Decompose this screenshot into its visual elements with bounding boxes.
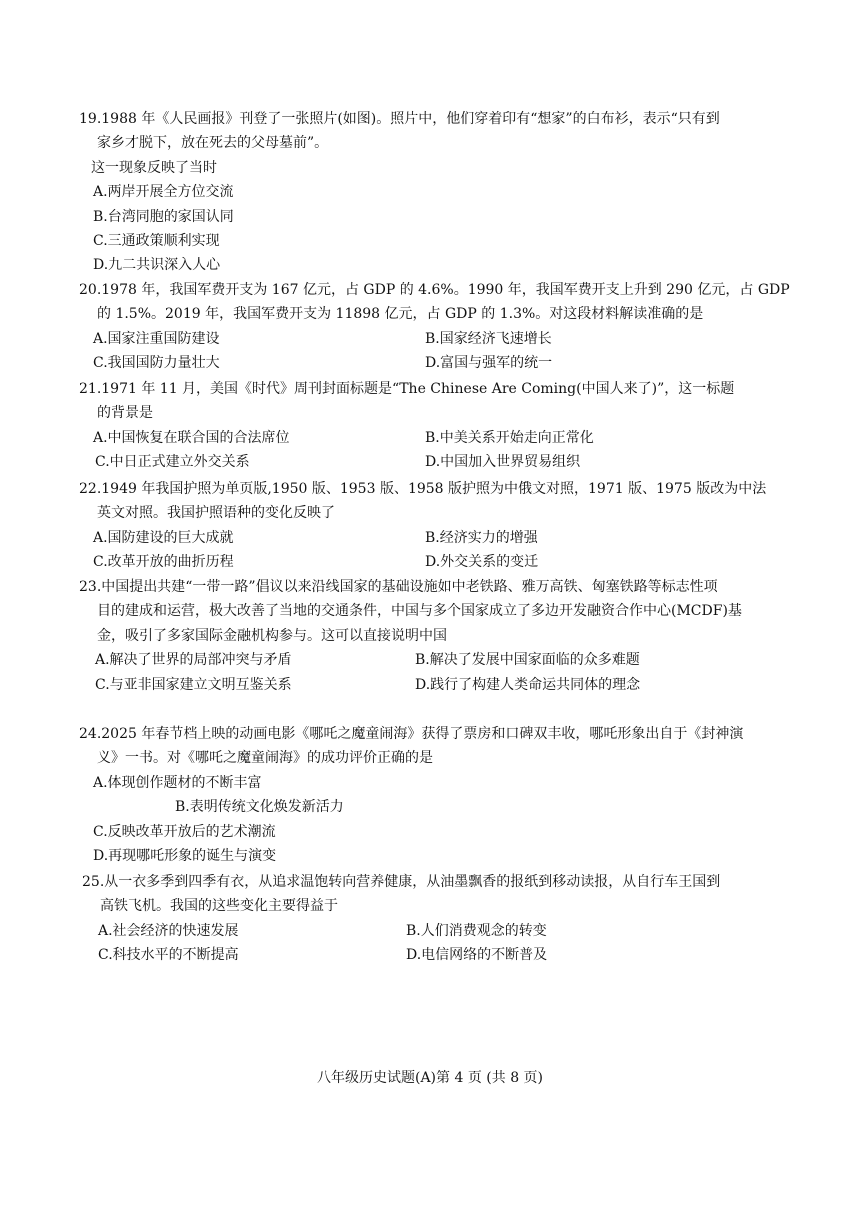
question-24	[79, 722, 789, 868]
option-c: C.与亚非国家建立文明互鉴关系	[95, 677, 292, 693]
question-text: 高铁飞机。我国的这些变化主要得益于	[100, 898, 338, 915]
option-d: D.外交关系的变迁	[425, 554, 539, 570]
option-d: D.践行了构建人类命运共同体的理念	[415, 677, 641, 693]
question-text: 20.1978 年，我国军费开支为 167 亿元，占 GDP 的 4.6%。1990 年，我国军费开支上升到 290 亿元，占 GDP	[79, 282, 790, 298]
option-a: A.解决了世界的局部冲突与矛盾	[95, 652, 292, 668]
question-25	[82, 870, 792, 968]
question-text: 家乡才脱下，放在死去的父母墓前”。	[97, 135, 329, 152]
option-b: B.中美关系开始走向正常化	[425, 430, 594, 446]
question-text: 22.1949 年我国护照为单页版,1950 版、1953 版、1958 版护照为中俄文对照，1971 版、1975 版改为中法	[79, 481, 767, 497]
option-b: B.解决了发展中国家面临的众多难题	[415, 652, 640, 668]
question-text: 的 1.5%。2019 年，我国军费开支为 11898 亿元，占 GDP 的 1.3%。对这段材料解读准确的是	[97, 306, 704, 323]
question-text: 23.中国提出共建“一带一路”倡议以来沿线国家的基础设施如中老铁路、雅万高铁、匈塞铁路等标志性项	[79, 579, 718, 595]
option-c: C.反映改革开放后的艺术潮流	[93, 823, 276, 840]
option-c: C.三通政策顺利实现	[93, 232, 220, 249]
option-d: D.再现哪吒形象的诞生与演变	[93, 847, 277, 864]
question-text: 21.1971 年 11 月，美国《时代》周刊封面标题是“The Chinese Are Coming(中国人来了)”，这一标题	[79, 381, 735, 397]
question-20	[79, 278, 789, 376]
question-text: 的背景是	[97, 405, 153, 422]
option-b: B.国家经济飞速增长	[425, 331, 552, 347]
question-23	[79, 575, 789, 697]
option-b: B.表明传统文化焕发新活力	[175, 799, 344, 816]
option-c: C.改革开放的曲折历程	[93, 554, 234, 570]
question-text: 目的建成和运营，极大改善了当地的交通条件，中国与多个国家成立了多边开发融资合作中心(MCDF)基	[97, 603, 742, 620]
option-b: B.台湾同胞的家国认同	[93, 208, 234, 225]
question-22	[79, 477, 789, 575]
option-d: D.九二共识深入人心	[93, 257, 221, 274]
question-19	[79, 107, 789, 278]
question-text: 英文对照。我国护照语种的变化反映了	[97, 505, 335, 522]
option-a: A.国防建设的巨大成就	[93, 530, 234, 546]
question-text: 义》一书。对《哪吒之魔童闹海》的成功评价正确的是	[97, 750, 433, 767]
question-21	[79, 377, 789, 475]
question-text: 19.1988 年《人民画报》刊登了一张照片(如图)。照片中，他们穿着印有“想家”的白布衫，表示“只有到	[79, 111, 720, 127]
option-a: A.两岸开展全方位交流	[93, 184, 234, 201]
option-c: C.我国国防力量壮大	[93, 355, 220, 371]
option-d: D.电信网络的不断普及	[406, 947, 548, 963]
option-a: A.体现创作题材的不断丰富	[93, 774, 262, 791]
question-text: 24.2025 年春节档上映的动画电影《哪吒之魔童闹海》获得了票房和口碑双丰收，哪吒形象出自于《封神演	[79, 726, 744, 742]
option-d: D.富国与强军的统一	[425, 355, 553, 371]
option-a: A.国家注重国防建设	[93, 331, 220, 347]
question-text: 金，吸引了多家国际金融机构参与。这可以直接说明中国	[97, 627, 447, 644]
option-a: A.社会经济的快速发展	[98, 923, 239, 939]
option-b: B.经济实力的增强	[425, 530, 538, 546]
option-d: D.中国加入世界贸易组织	[425, 454, 581, 470]
option-c: C.中日正式建立外交关系	[95, 454, 250, 470]
question-text: 25.从一衣多季到四季有衣，从追求温饱转向营养健康，从油墨飘香的报纸到移动读报，从自行车王国到	[82, 874, 721, 890]
page-footer: 八年级历史试题(A)第 4 页 (共 8 页)	[316, 1070, 544, 1086]
question-text: 这一现象反映了当时	[91, 159, 217, 176]
option-b: B.人们消费观念的转变	[406, 923, 547, 939]
option-c: C.科技水平的不断提高	[98, 947, 239, 963]
option-a: A.中国恢复在联合国的合法席位	[93, 430, 290, 446]
